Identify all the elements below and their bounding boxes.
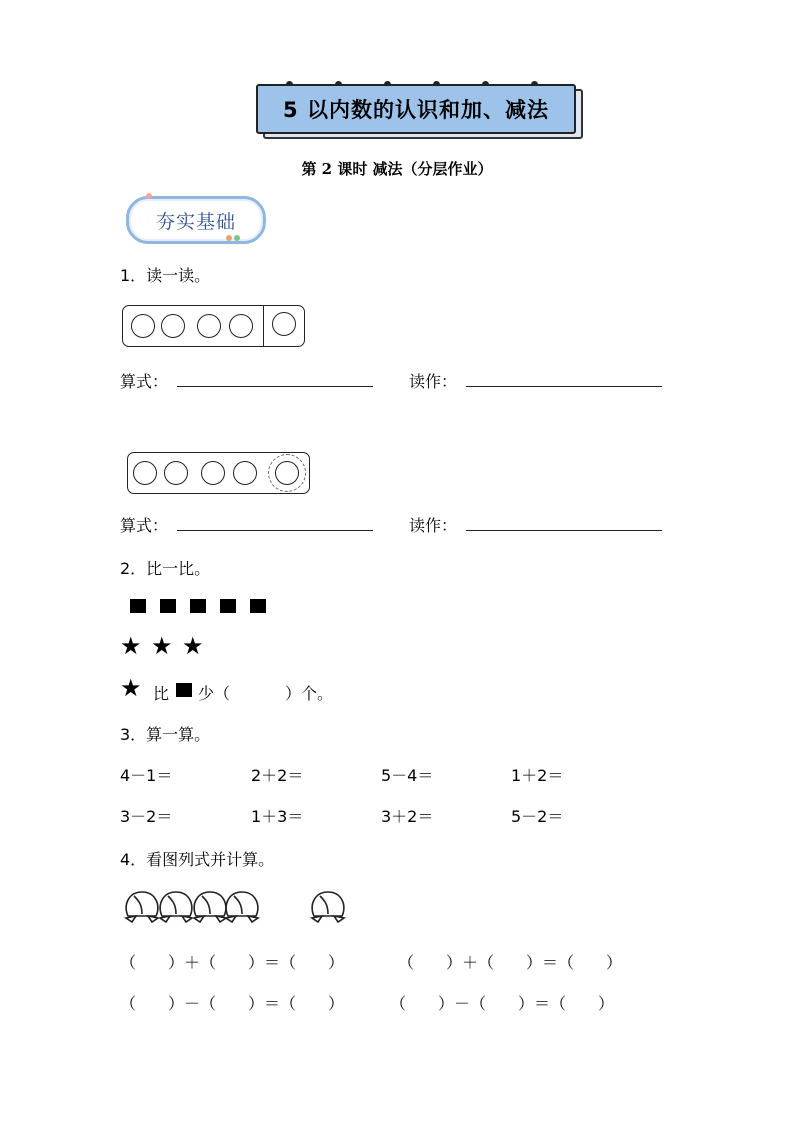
square-icon (190, 599, 206, 613)
square-icon (220, 599, 236, 613)
peach-leaf-icon (226, 916, 258, 922)
equation-blank[interactable]: （ ）＋（ ）＝（ ） (398, 953, 623, 972)
section-badge: 夯实基础 (126, 196, 266, 244)
square-icon (250, 599, 266, 613)
square-icon (176, 683, 192, 697)
equation-blank[interactable]: （ ）－（ ）＝（ ） (390, 994, 615, 1013)
math-problem: 1＋3＝ (251, 807, 304, 826)
star-icon: ★ (120, 674, 142, 702)
decor-dot-icon (226, 235, 232, 241)
frame-divider (263, 306, 264, 346)
question-1-label: 1．读一读。 (120, 266, 211, 285)
answer-line[interactable] (177, 530, 373, 531)
answer-line[interactable] (177, 386, 373, 387)
peach-icon (126, 892, 158, 916)
math-problem: 4－1＝ (120, 766, 173, 785)
circle-icon (161, 314, 185, 338)
math-problem: 5－2＝ (511, 807, 564, 826)
question-2-label: 2．比一比。 (120, 559, 211, 578)
question-4-label: 4．看图列式并计算。 (120, 850, 275, 869)
math-problem: 2＋2＝ (251, 766, 304, 785)
decor-dot-icon (234, 235, 240, 241)
peach-illustration (120, 884, 360, 926)
read-label: 读作： (409, 516, 458, 535)
lesson-subtitle: 第 2 课时 减法（分层作业） (301, 160, 493, 178)
star-icon: ★ (151, 632, 173, 660)
circle-icon (229, 314, 253, 338)
circle-icon (133, 461, 157, 485)
peach-icon (160, 892, 192, 916)
formula-label: 算式： (120, 372, 169, 391)
peach-icon (226, 892, 258, 916)
compare-text: ）个。 (285, 684, 334, 703)
equation-blank[interactable]: （ ）＋（ ）＝（ ） (120, 953, 345, 972)
circle-icon (197, 314, 221, 338)
square-icon (130, 599, 146, 613)
question-3-label: 3．算一算。 (120, 725, 211, 744)
star-icon: ★ (120, 632, 142, 660)
star-icon: ★ (182, 632, 204, 660)
formula-label: 算式： (120, 516, 169, 535)
answer-line[interactable] (466, 386, 662, 387)
answer-line[interactable] (466, 530, 662, 531)
decor-dot-icon (146, 193, 152, 199)
circle-icon (201, 461, 225, 485)
page-title: 5 以内数的认识和加、减法 (256, 84, 576, 134)
peach-icon (312, 892, 344, 916)
circle-icon (275, 461, 299, 485)
peach-leaf-icon (160, 916, 192, 922)
peach-leaf-icon (126, 916, 158, 922)
math-problem: 5－4＝ (381, 766, 434, 785)
peach-leaf-icon (312, 916, 344, 922)
circle-icon (131, 314, 155, 338)
math-problem: 1＋2＝ (511, 766, 564, 785)
compare-text: 比 (153, 684, 170, 703)
peach-icon (194, 892, 226, 916)
read-label: 读作： (409, 372, 458, 391)
circle-icon (272, 312, 296, 336)
compare-text: 少（ (198, 684, 231, 703)
math-problem: 3＋2＝ (381, 807, 434, 826)
peach-leaf-icon (194, 916, 226, 922)
math-problem: 3－2＝ (120, 807, 173, 826)
equation-blank[interactable]: （ ）－（ ）＝（ ） (120, 994, 345, 1013)
circle-icon (233, 461, 257, 485)
circle-icon (164, 461, 188, 485)
square-icon (160, 599, 176, 613)
